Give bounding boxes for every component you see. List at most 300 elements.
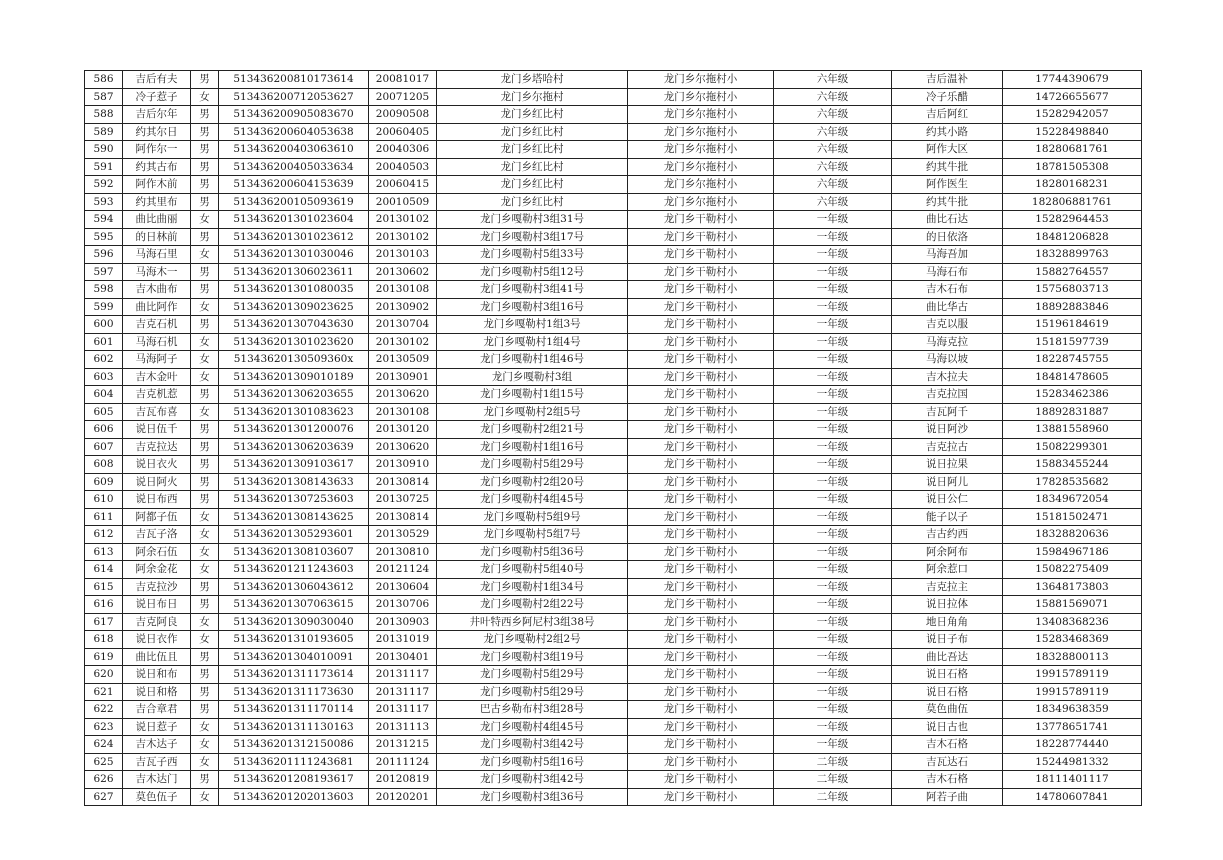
school-name-cell: 龙门乡尔拖村小 <box>628 71 774 89</box>
sex-cell: 男 <box>191 683 219 701</box>
table-row <box>85 246 1142 264</box>
student-name-cell: 阿作木前 <box>123 176 191 194</box>
guardian-name-cell: 吉木石布 <box>892 281 1003 299</box>
table-row <box>85 648 1142 666</box>
guardian-name-cell: 马海克拉 <box>892 333 1003 351</box>
guardian-name-cell: 说日子布 <box>892 631 1003 649</box>
grade-cell: 六年级 <box>774 123 892 141</box>
table-row <box>85 228 1142 246</box>
school-name-cell: 龙门乡干勒村小 <box>628 543 774 561</box>
home-address-cell: 龙门乡嘎勒村5组9号 <box>437 508 628 526</box>
sex-cell: 男 <box>191 228 219 246</box>
school-name-cell: 龙门乡干勒村小 <box>628 771 774 789</box>
grade-cell: 六年级 <box>774 141 892 159</box>
table-row <box>85 333 1142 351</box>
school-name-cell: 龙门乡尔拖村小 <box>628 193 774 211</box>
table-row <box>85 141 1142 159</box>
sex-cell: 男 <box>191 421 219 439</box>
birth-date-cell: 20120819 <box>369 771 437 789</box>
home-address-cell: 龙门乡嘎勒村5组29号 <box>437 456 628 474</box>
guardian-name-cell: 说日阿儿 <box>892 473 1003 491</box>
birth-date-cell: 20130903 <box>369 613 437 631</box>
student-name-cell: 马海石里 <box>123 246 191 264</box>
row-number-cell: 591 <box>85 158 123 176</box>
sex-cell: 女 <box>191 88 219 106</box>
birth-date-cell: 20060415 <box>369 176 437 194</box>
grade-cell: 一年级 <box>774 596 892 614</box>
table-row <box>85 193 1142 211</box>
school-name-cell: 龙门乡干勒村小 <box>628 753 774 771</box>
phone-number-cell: 15228498840 <box>1003 123 1142 141</box>
school-name-cell: 龙门乡干勒村小 <box>628 736 774 754</box>
birth-date-cell: 20130902 <box>369 298 437 316</box>
table-row <box>85 123 1142 141</box>
id-number-cell: 513436201301200076 <box>219 421 369 439</box>
school-name-cell: 龙门乡干勒村小 <box>628 316 774 334</box>
birth-date-cell: 20121124 <box>369 561 437 579</box>
id-number-cell: 513436201308143625 <box>219 508 369 526</box>
sex-cell: 女 <box>191 736 219 754</box>
table-row <box>85 701 1142 719</box>
grade-cell: 一年级 <box>774 316 892 334</box>
phone-number-cell: 15756803713 <box>1003 281 1142 299</box>
home-address-cell: 龙门乡红比村 <box>437 141 628 159</box>
guardian-name-cell: 曲比华古 <box>892 298 1003 316</box>
grade-cell: 一年级 <box>774 543 892 561</box>
grade-cell: 六年级 <box>774 193 892 211</box>
birth-date-cell: 20130401 <box>369 648 437 666</box>
phone-number-cell: 15082299301 <box>1003 438 1142 456</box>
guardian-name-cell: 的日依洛 <box>892 228 1003 246</box>
guardian-name-cell: 马海吾加 <box>892 246 1003 264</box>
sex-cell: 男 <box>191 158 219 176</box>
row-number-cell: 616 <box>85 596 123 614</box>
grade-cell: 一年级 <box>774 701 892 719</box>
table-row <box>85 298 1142 316</box>
table-row <box>85 88 1142 106</box>
sex-cell: 男 <box>191 473 219 491</box>
grade-cell: 一年级 <box>774 473 892 491</box>
birth-date-cell: 20130103 <box>369 246 437 264</box>
grade-cell: 一年级 <box>774 491 892 509</box>
table-row <box>85 753 1142 771</box>
phone-number-cell: 18228774440 <box>1003 736 1142 754</box>
id-number-cell: 513436200604053638 <box>219 123 369 141</box>
student-name-cell: 曲比阿作 <box>123 298 191 316</box>
home-address-cell: 龙门乡红比村 <box>437 123 628 141</box>
grade-cell: 一年级 <box>774 281 892 299</box>
id-number-cell: 513436201309103617 <box>219 456 369 474</box>
home-address-cell: 龙门乡尔拖村 <box>437 88 628 106</box>
home-address-cell: 龙门乡嘎勒村1组34号 <box>437 578 628 596</box>
sex-cell: 男 <box>191 193 219 211</box>
phone-number-cell: 15882764557 <box>1003 263 1142 281</box>
guardian-name-cell: 吉后温补 <box>892 71 1003 89</box>
grade-cell: 一年级 <box>774 438 892 456</box>
grade-cell: 一年级 <box>774 403 892 421</box>
school-name-cell: 龙门乡干勒村小 <box>628 491 774 509</box>
birth-date-cell: 20130910 <box>369 456 437 474</box>
grade-cell: 二年级 <box>774 753 892 771</box>
table-row <box>85 316 1142 334</box>
guardian-name-cell: 说日公仁 <box>892 491 1003 509</box>
home-address-cell: 龙门乡嘎勒村3组41号 <box>437 281 628 299</box>
row-number-cell: 621 <box>85 683 123 701</box>
id-number-cell: 513436201301080035 <box>219 281 369 299</box>
phone-number-cell: 14726655677 <box>1003 88 1142 106</box>
id-number-cell: 513436201202013603 <box>219 788 369 806</box>
row-number-cell: 607 <box>85 438 123 456</box>
school-name-cell: 龙门乡干勒村小 <box>628 473 774 491</box>
table-row <box>85 526 1142 544</box>
phone-number-cell: 15984967186 <box>1003 543 1142 561</box>
guardian-name-cell: 说日石格 <box>892 683 1003 701</box>
row-number-cell: 598 <box>85 281 123 299</box>
phone-number-cell: 14780607841 <box>1003 788 1142 806</box>
guardian-name-cell: 说日拉果 <box>892 456 1003 474</box>
id-number-cell: 513436200810173614 <box>219 71 369 89</box>
row-number-cell: 605 <box>85 403 123 421</box>
home-address-cell: 龙门乡嘎勒村3组36号 <box>437 788 628 806</box>
student-name-cell: 说日和布 <box>123 666 191 684</box>
grade-cell: 一年级 <box>774 263 892 281</box>
sex-cell: 女 <box>191 298 219 316</box>
grade-cell: 一年级 <box>774 736 892 754</box>
row-number-cell: 601 <box>85 333 123 351</box>
grade-cell: 二年级 <box>774 771 892 789</box>
grade-cell: 一年级 <box>774 333 892 351</box>
guardian-name-cell: 能子以子 <box>892 508 1003 526</box>
home-address-cell: 龙门乡嘎勒村2组2号 <box>437 631 628 649</box>
table-row <box>85 771 1142 789</box>
guardian-name-cell: 吉克以服 <box>892 316 1003 334</box>
school-name-cell: 龙门乡干勒村小 <box>628 263 774 281</box>
sex-cell: 男 <box>191 141 219 159</box>
guardian-name-cell: 说日古也 <box>892 718 1003 736</box>
id-number-cell: 513436201307043630 <box>219 316 369 334</box>
home-address-cell: 龙门乡嘎勒村3组17号 <box>437 228 628 246</box>
id-number-cell: 513436201311130163 <box>219 718 369 736</box>
grade-cell: 一年级 <box>774 508 892 526</box>
grade-cell: 六年级 <box>774 176 892 194</box>
sex-cell: 男 <box>191 281 219 299</box>
school-name-cell: 龙门乡干勒村小 <box>628 788 774 806</box>
table-row <box>85 71 1142 89</box>
birth-date-cell: 20130102 <box>369 211 437 229</box>
birth-date-cell: 20130814 <box>369 473 437 491</box>
table-row <box>85 683 1142 701</box>
school-name-cell: 龙门乡干勒村小 <box>628 596 774 614</box>
sex-cell: 女 <box>191 718 219 736</box>
phone-number-cell: 182806881761 <box>1003 193 1142 211</box>
sex-cell: 男 <box>191 316 219 334</box>
student-name-cell: 马海木一 <box>123 263 191 281</box>
id-number-cell: 513436201208193617 <box>219 771 369 789</box>
phone-number-cell: 13408368236 <box>1003 613 1142 631</box>
school-name-cell: 龙门乡尔拖村小 <box>628 88 774 106</box>
row-number-cell: 588 <box>85 106 123 124</box>
home-address-cell: 龙门乡红比村 <box>437 176 628 194</box>
id-number-cell: 513436201306203655 <box>219 386 369 404</box>
row-number-cell: 615 <box>85 578 123 596</box>
student-name-cell: 吉克阿良 <box>123 613 191 631</box>
guardian-name-cell: 吉克拉主 <box>892 578 1003 596</box>
student-name-cell: 阿余金花 <box>123 561 191 579</box>
home-address-cell: 龙门乡嘎勒村3组19号 <box>437 648 628 666</box>
phone-number-cell: 18111401117 <box>1003 771 1142 789</box>
phone-number-cell: 13778651741 <box>1003 718 1142 736</box>
id-number-cell: 513436201301023604 <box>219 211 369 229</box>
phone-number-cell: 18328800113 <box>1003 648 1142 666</box>
sex-cell: 女 <box>191 333 219 351</box>
birth-date-cell: 20130602 <box>369 263 437 281</box>
table-row <box>85 508 1142 526</box>
birth-date-cell: 20010509 <box>369 193 437 211</box>
sex-cell: 女 <box>191 508 219 526</box>
school-name-cell: 龙门乡干勒村小 <box>628 368 774 386</box>
phone-number-cell: 19915789119 <box>1003 683 1142 701</box>
home-address-cell: 龙门乡红比村 <box>437 106 628 124</box>
birth-date-cell: 20130620 <box>369 386 437 404</box>
guardian-name-cell: 阿作医生 <box>892 176 1003 194</box>
student-name-cell: 马海阿子 <box>123 351 191 369</box>
student-name-cell: 吉瓦子西 <box>123 753 191 771</box>
guardian-name-cell: 阿余阿布 <box>892 543 1003 561</box>
id-number-cell: 513436200604153639 <box>219 176 369 194</box>
table-row <box>85 491 1142 509</box>
phone-number-cell: 15883455244 <box>1003 456 1142 474</box>
sex-cell: 男 <box>191 596 219 614</box>
birth-date-cell: 20040503 <box>369 158 437 176</box>
roster-body <box>85 71 1142 806</box>
table-row <box>85 386 1142 404</box>
id-number-cell: 513436201308143633 <box>219 473 369 491</box>
grade-cell: 六年级 <box>774 71 892 89</box>
home-address-cell: 龙门乡嘎勒村5组7号 <box>437 526 628 544</box>
sex-cell: 男 <box>191 386 219 404</box>
school-name-cell: 龙门乡尔拖村小 <box>628 141 774 159</box>
phone-number-cell: 15181502471 <box>1003 508 1142 526</box>
home-address-cell: 龙门乡嘎勒村5组40号 <box>437 561 628 579</box>
phone-number-cell: 18328820636 <box>1003 526 1142 544</box>
row-number-cell: 626 <box>85 771 123 789</box>
birth-date-cell: 20130604 <box>369 578 437 596</box>
sex-cell: 男 <box>191 106 219 124</box>
row-number-cell: 609 <box>85 473 123 491</box>
home-address-cell: 井叶特西乡阿尼村3组38号 <box>437 613 628 631</box>
guardian-name-cell: 曲比吾达 <box>892 648 1003 666</box>
grade-cell: 六年级 <box>774 158 892 176</box>
student-name-cell: 说日伍千 <box>123 421 191 439</box>
sex-cell: 男 <box>191 701 219 719</box>
guardian-name-cell: 约其牛批 <box>892 193 1003 211</box>
row-number-cell: 602 <box>85 351 123 369</box>
phone-number-cell: 18349672054 <box>1003 491 1142 509</box>
table-row <box>85 351 1142 369</box>
school-name-cell: 龙门乡干勒村小 <box>628 298 774 316</box>
school-name-cell: 龙门乡尔拖村小 <box>628 106 774 124</box>
guardian-name-cell: 曲比石达 <box>892 211 1003 229</box>
id-number-cell: 513436201301023620 <box>219 333 369 351</box>
school-name-cell: 龙门乡干勒村小 <box>628 333 774 351</box>
home-address-cell: 龙门乡嘎勒村1组4号 <box>437 333 628 351</box>
table-row <box>85 281 1142 299</box>
student-name-cell: 说日阿火 <box>123 473 191 491</box>
birth-date-cell: 20130704 <box>369 316 437 334</box>
id-number-cell: 513436201311170114 <box>219 701 369 719</box>
sex-cell: 男 <box>191 176 219 194</box>
id-number-cell: 513436201311173614 <box>219 666 369 684</box>
phone-number-cell: 15283462386 <box>1003 386 1142 404</box>
phone-number-cell: 18328899763 <box>1003 246 1142 264</box>
home-address-cell: 龙门乡塔哈村 <box>437 71 628 89</box>
sex-cell: 女 <box>191 211 219 229</box>
birth-date-cell: 20130725 <box>369 491 437 509</box>
phone-number-cell: 15282942057 <box>1003 106 1142 124</box>
birth-date-cell: 20131117 <box>369 683 437 701</box>
school-name-cell: 龙门乡干勒村小 <box>628 648 774 666</box>
school-name-cell: 龙门乡干勒村小 <box>628 718 774 736</box>
phone-number-cell: 15181597739 <box>1003 333 1142 351</box>
row-number-cell: 619 <box>85 648 123 666</box>
grade-cell: 一年级 <box>774 683 892 701</box>
birth-date-cell: 20090508 <box>369 106 437 124</box>
birth-date-cell: 20130814 <box>369 508 437 526</box>
guardian-name-cell: 约其牛批 <box>892 158 1003 176</box>
sex-cell: 男 <box>191 263 219 281</box>
home-address-cell: 龙门乡嘎勒村5组29号 <box>437 683 628 701</box>
sex-cell: 男 <box>191 648 219 666</box>
student-name-cell: 冷子惹子 <box>123 88 191 106</box>
birth-date-cell: 20130108 <box>369 403 437 421</box>
guardian-name-cell: 马海以坡 <box>892 351 1003 369</box>
school-name-cell: 龙门乡干勒村小 <box>628 578 774 596</box>
grade-cell: 一年级 <box>774 421 892 439</box>
school-name-cell: 龙门乡尔拖村小 <box>628 158 774 176</box>
home-address-cell: 龙门乡嘎勒村1组46号 <box>437 351 628 369</box>
guardian-name-cell: 阿若子曲 <box>892 788 1003 806</box>
student-name-cell: 约其古布 <box>123 158 191 176</box>
grade-cell: 一年级 <box>774 246 892 264</box>
home-address-cell: 龙门乡嘎勒村5组16号 <box>437 753 628 771</box>
phone-number-cell: 19915789119 <box>1003 666 1142 684</box>
table-row <box>85 543 1142 561</box>
school-name-cell: 龙门乡干勒村小 <box>628 631 774 649</box>
id-number-cell: 513436201307253603 <box>219 491 369 509</box>
home-address-cell: 龙门乡嘎勒村2组21号 <box>437 421 628 439</box>
student-name-cell: 吉木达门 <box>123 771 191 789</box>
phone-number-cell: 18349638359 <box>1003 701 1142 719</box>
id-number-cell: 513436200405033634 <box>219 158 369 176</box>
school-name-cell: 龙门乡干勒村小 <box>628 281 774 299</box>
id-number-cell: 513436201309030040 <box>219 613 369 631</box>
table-row <box>85 718 1142 736</box>
birth-date-cell: 20130529 <box>369 526 437 544</box>
student-name-cell: 吉克拉沙 <box>123 578 191 596</box>
student-name-cell: 说日衣作 <box>123 631 191 649</box>
grade-cell: 一年级 <box>774 666 892 684</box>
phone-number-cell: 13648173803 <box>1003 578 1142 596</box>
row-number-cell: 627 <box>85 788 123 806</box>
id-number-cell: 513436201310193605 <box>219 631 369 649</box>
grade-cell: 一年级 <box>774 351 892 369</box>
sex-cell: 女 <box>191 403 219 421</box>
guardian-name-cell: 吉后阿红 <box>892 106 1003 124</box>
school-name-cell: 龙门乡干勒村小 <box>628 666 774 684</box>
table-row <box>85 613 1142 631</box>
id-number-cell: 513436200712053627 <box>219 88 369 106</box>
grade-cell: 二年级 <box>774 788 892 806</box>
row-number-cell: 586 <box>85 71 123 89</box>
birth-date-cell: 20040306 <box>369 141 437 159</box>
school-name-cell: 龙门乡干勒村小 <box>628 403 774 421</box>
sex-cell: 女 <box>191 788 219 806</box>
table-row <box>85 631 1142 649</box>
guardian-name-cell: 吉木石格 <box>892 736 1003 754</box>
sex-cell: 女 <box>191 351 219 369</box>
phone-number-cell: 15283468369 <box>1003 631 1142 649</box>
student-name-cell: 吉后有夫 <box>123 71 191 89</box>
table-row <box>85 596 1142 614</box>
id-number-cell: 513436201301030046 <box>219 246 369 264</box>
school-name-cell: 龙门乡干勒村小 <box>628 421 774 439</box>
student-name-cell: 说日惹子 <box>123 718 191 736</box>
student-name-cell: 说日和格 <box>123 683 191 701</box>
student-name-cell: 约其尔日 <box>123 123 191 141</box>
student-name-cell: 阿都子伍 <box>123 508 191 526</box>
sex-cell: 女 <box>191 613 219 631</box>
home-address-cell: 龙门乡嘎勒村4组45号 <box>437 718 628 736</box>
birth-date-cell: 20130120 <box>369 421 437 439</box>
home-address-cell: 巴古乡勒布村3组28号 <box>437 701 628 719</box>
student-name-cell: 阿作尔一 <box>123 141 191 159</box>
row-number-cell: 612 <box>85 526 123 544</box>
table-row <box>85 263 1142 281</box>
row-number-cell: 622 <box>85 701 123 719</box>
row-number-cell: 603 <box>85 368 123 386</box>
phone-number-cell: 18781505308 <box>1003 158 1142 176</box>
student-name-cell: 吉克拉达 <box>123 438 191 456</box>
grade-cell: 一年级 <box>774 386 892 404</box>
table-row <box>85 578 1142 596</box>
grade-cell: 一年级 <box>774 211 892 229</box>
grade-cell: 一年级 <box>774 526 892 544</box>
id-number-cell: 513436201307063615 <box>219 596 369 614</box>
home-address-cell: 龙门乡嘎勒村5组36号 <box>437 543 628 561</box>
student-name-cell: 吉木达子 <box>123 736 191 754</box>
id-number-cell: 513436201306203639 <box>219 438 369 456</box>
sex-cell: 女 <box>191 368 219 386</box>
grade-cell: 一年级 <box>774 613 892 631</box>
school-name-cell: 龙门乡干勒村小 <box>628 701 774 719</box>
table-row <box>85 421 1142 439</box>
guardian-name-cell: 吉克拉古 <box>892 438 1003 456</box>
guardian-name-cell: 马海石布 <box>892 263 1003 281</box>
school-name-cell: 龙门乡干勒村小 <box>628 351 774 369</box>
student-name-cell: 吉木曲布 <box>123 281 191 299</box>
sex-cell: 男 <box>191 71 219 89</box>
grade-cell: 一年级 <box>774 561 892 579</box>
row-number-cell: 625 <box>85 753 123 771</box>
id-number-cell: 513436201312150086 <box>219 736 369 754</box>
table-row <box>85 736 1142 754</box>
phone-number-cell: 15881569071 <box>1003 596 1142 614</box>
table-row <box>85 106 1142 124</box>
sex-cell: 男 <box>191 771 219 789</box>
school-name-cell: 龙门乡尔拖村小 <box>628 176 774 194</box>
phone-number-cell: 18228745755 <box>1003 351 1142 369</box>
birth-date-cell: 20131117 <box>369 666 437 684</box>
